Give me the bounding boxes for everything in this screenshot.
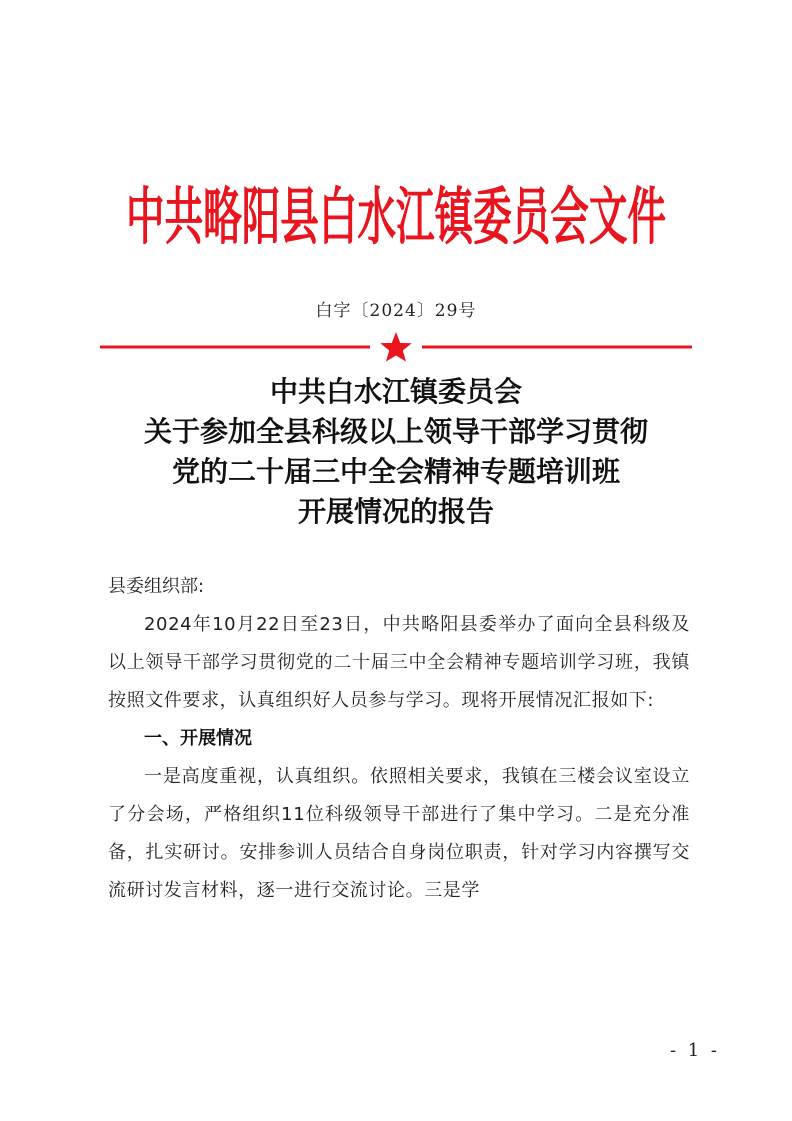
red-header-title [0, 170, 792, 260]
red-divider [100, 330, 692, 364]
document-body [108, 568, 690, 910]
section-heading: 一、开展情况 [144, 728, 252, 749]
paragraph-intro: 2024年10月22日至23日，中共略阳县委举办了面向全县科级及以上领导干部学习贯彻党的二十届三中全会精神专题培训学习班，我镇按照文件要求，认真组织好人员参与学习。现将开展情况汇报如下: [108, 614, 690, 711]
red-header-svg [0, 170, 792, 260]
page-number: - 1 - [669, 1040, 720, 1061]
document-title [80, 372, 712, 532]
paragraph-situation: 一是高度重视，认真组织。依照相关要求，我镇在三楼会议室设立了分会场，严格组织11位科级领导干部进行了集中学习。二是充分准备，扎实研讨。安排参训人员结合自身岗位职责，针对学习内容撰写交流研讨发言材料，逐一进行交流讨论。三是学 [108, 766, 690, 901]
salutation: 县委组织部: [108, 576, 205, 597]
document-number: 白字〔2024〕29号 [315, 301, 477, 321]
title-line: 党的二十届三中全会精神专题培训班 [171, 455, 620, 488]
star-icon [380, 332, 411, 362]
title-line: 中共白水江镇委员会 [269, 375, 522, 408]
issuer-title: 中共略阳县白水江镇委员会文件 [126, 180, 666, 253]
title-line: 关于参加全县科级以上领导干部学习贯彻 [143, 415, 648, 448]
title-line: 开展情况的报告 [297, 495, 494, 528]
